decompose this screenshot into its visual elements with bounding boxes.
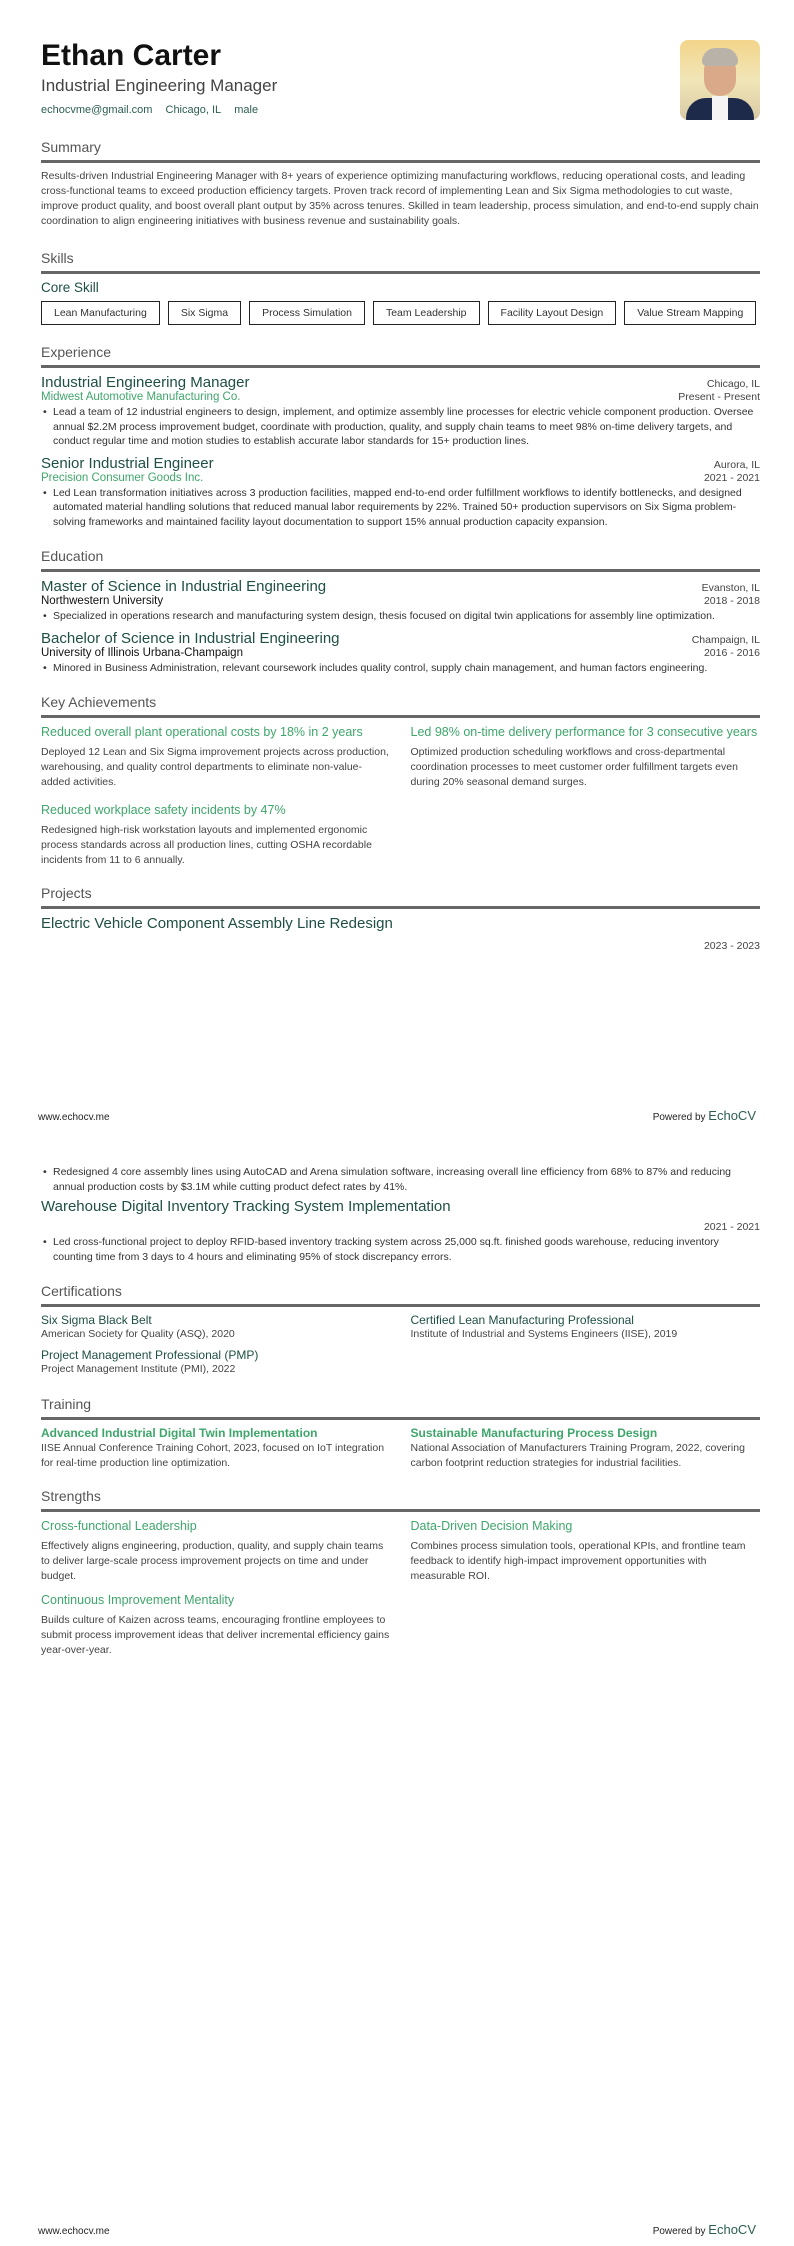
degree-title: Bachelor of Science in Industrial Engineering	[41, 629, 340, 647]
section-divider	[41, 569, 760, 572]
section-divider	[41, 365, 760, 368]
page-1-content	[0, 138, 794, 952]
candidate-name: Ethan Carter	[41, 39, 222, 72]
strength-desc: Builds culture of Kaizen across teams, encouraging frontline employees to submit process improvement ideas that deliver incremental efficiency gains year-over-year.	[41, 1614, 390, 1656]
training-title: Sustainable Manufacturing Process Design	[410, 1426, 658, 1440]
project-bullet: • Redesigned 4 core assembly lines using AutoCAD and Arena simulation software, increasing overall line efficiency from 68% to 87% and reducing annual production costs by $3.1M while cutting product defect rates by 41%.	[41, 1165, 760, 1194]
achievement-item	[41, 802, 391, 868]
gender-text: male	[234, 104, 259, 116]
training-desc: National Association of Manufacturers Training Program, 2022, covering carbon footprint reduction strategies for industrial facilities.	[410, 1442, 745, 1469]
experience-section	[41, 343, 760, 529]
strength-item	[41, 1592, 391, 1658]
strength-title: Continuous Improvement Mentality	[41, 1593, 235, 1607]
section-divider	[41, 1304, 760, 1307]
job-dates: Present - Present	[678, 391, 760, 403]
training-section	[41, 1395, 760, 1471]
project-bullet: • Led cross-functional project to deploy RFID-based inventory tracking system across 25,000 sq.ft. finished goods warehouse, reducing inventory counting time from 3 days to 4 hours and eliminating 95% of stock discrepancy errors.	[41, 1235, 760, 1264]
education-dates: 2018 - 2018	[703, 595, 760, 607]
job-title: Industrial Engineering Manager	[41, 374, 250, 391]
resume-header	[41, 38, 760, 128]
location-text: Chicago, IL	[165, 104, 222, 116]
company-name: Precision Consumer Goods Inc.	[41, 471, 204, 484]
candidate-title: Industrial Engineering Manager	[41, 76, 278, 95]
project-title: Warehouse Digital Inventory Tracking System Implementation	[41, 1198, 451, 1215]
job-bullet: • Led Lean transformation initiatives across 3 production facilities, mapped end-to-end order fulfillment workflows to identify bottlenecks, and designed automated material handling solutions that reduced manual labor requirements by 22%. Trained 50+ production supervisors on Six Sigma problem-solving frameworks and maintained facility layout documentation to support 15% annual production capacity expansion.	[41, 486, 760, 530]
cert-title: Six Sigma Black Belt	[41, 1313, 152, 1327]
achievement-desc: Redesigned high-risk workstation layouts and implemented ergonomic process standards across all production lines, cutting OSHA recordable incidents from 11 to 6 annually.	[41, 824, 372, 866]
email-link[interactable]: echocvme@gmail.com	[41, 104, 153, 116]
cert-title: Certified Lean Manufacturing Professional	[410, 1313, 634, 1327]
education-entry	[41, 630, 760, 676]
achievement-title: Reduced overall plant operational costs by 18% in 2 years	[41, 725, 363, 739]
education-dates: 2016 - 2016	[703, 646, 760, 659]
section-divider	[41, 715, 760, 718]
achievements-section	[41, 693, 760, 868]
company-name: Midwest Automotive Manufacturing Co.	[41, 391, 241, 403]
strength-title: Cross-functional Leadership	[41, 1519, 197, 1533]
powered-by: Powered by EchoCV	[652, 2222, 756, 2237]
education-bullet: • Minored in Business Administration, relevant coursework includes quality control, supply chain management, and human factors engineering.	[41, 661, 760, 676]
skill-chip: Facility Layout Design	[488, 301, 617, 325]
section-heading: Training	[41, 1396, 92, 1412]
school-location: Evanston, IL	[701, 582, 760, 594]
skill-group-title: Core Skill	[41, 280, 99, 295]
section-heading: Certifications	[41, 1283, 122, 1299]
certification-item	[41, 1313, 391, 1340]
section-heading: Experience	[41, 344, 112, 360]
skill-chip: Value Stream Mapping	[624, 301, 756, 325]
summary-text: Results-driven Industrial Engineering Manager with 8+ years of experience optimizing manufacturing workflows, reducing operational costs, and leading cross-functional teams to exceed production efficiency targets. Proven track record of implementing Lean and Six Sigma methodologies to cut waste, improve product quality, and boost overall plant output by 35% across tenures. Skilled in team leadership, process simulation, and end-to-end supply chain coordination to align engineering initiatives with business revenue and sustainability goals.	[41, 170, 759, 227]
training-item	[411, 1426, 761, 1471]
section-heading: Education	[41, 548, 104, 564]
job-bullet: • Lead a team of 12 industrial engineers to design, implement, and optimize assembly line processes for electric vehicle component production. Oversee annual $2.2M process improvement budget, coordinate with production, quality, and supply chain teams to meet 98% on-time delivery targets, and conduct regular time and motion studies to establish accurate labor standards for 15+ production lines.	[41, 405, 760, 449]
section-divider	[41, 271, 760, 274]
page-2-content	[0, 1163, 794, 1658]
section-divider	[41, 906, 760, 909]
section-heading: Skills	[41, 250, 74, 266]
school-name: University of Illinois Urbana-Champaign	[41, 646, 243, 659]
section-heading: Summary	[41, 139, 101, 155]
cert-issuer: American Society for Quality (ASQ), 2020	[41, 1328, 235, 1340]
job-title: Senior Industrial Engineer	[41, 454, 214, 472]
experience-entry	[41, 455, 760, 530]
achievement-desc: Deployed 12 Lean and Six Sigma improvement projects across production, warehousing, and quality control departments to eliminate non-value-added activities.	[41, 746, 389, 788]
job-location: Chicago, IL	[706, 378, 760, 390]
section-divider	[41, 1417, 760, 1420]
achievement-title: Reduced workplace safety incidents by 47%	[41, 803, 286, 817]
website-link[interactable]: www.echocv.me	[38, 1112, 110, 1123]
project-dates: 2023 - 2023	[703, 940, 760, 952]
training-item	[41, 1426, 391, 1471]
strengths-section	[41, 1487, 760, 1658]
job-location: Aurora, IL	[713, 458, 760, 471]
page-footer	[38, 1108, 756, 1123]
project-title: Electric Vehicle Component Assembly Line Redesign	[41, 915, 393, 932]
achievement-item	[41, 724, 391, 790]
achievement-item	[411, 724, 761, 790]
cert-issuer: Project Management Institute (PMI), 2022	[41, 1363, 236, 1375]
education-section	[41, 547, 760, 675]
section-heading: Key Achievements	[41, 694, 157, 710]
education-bullet: • Specialized in operations research and manufacturing system design, thesis focused on digital twin applications for assembly line optimization.	[41, 609, 760, 624]
powered-by: Powered by EchoCV	[652, 1108, 756, 1123]
skill-chips	[41, 301, 760, 325]
cert-issuer: Institute of Industrial and Systems Engineers (IISE), 2019	[410, 1328, 678, 1340]
training-desc: IISE Annual Conference Training Cohort, 2023, focused on IoT integration for real-time production line optimization.	[41, 1442, 385, 1469]
strength-item	[41, 1518, 391, 1584]
achievement-title: Led 98% on-time delivery performance for 3 consecutive years	[410, 725, 758, 739]
contact-info	[41, 104, 760, 116]
school-name: Northwestern University	[41, 595, 164, 607]
certification-item	[41, 1348, 391, 1375]
achievement-desc: Optimized production scheduling workflows and cross-departmental coordination processes to meet customer order fulfillment targets even during 20% seasonal demand surges.	[410, 746, 738, 788]
project-dates: 2021 - 2021	[703, 1221, 760, 1233]
school-location: Champaign, IL	[691, 633, 760, 646]
job-dates: 2021 - 2021	[703, 471, 760, 484]
summary-section	[41, 138, 760, 229]
skill-chip: Six Sigma	[168, 301, 241, 325]
strength-item	[411, 1518, 761, 1584]
experience-entry	[41, 374, 760, 449]
brand-logo: EchoCV	[708, 1108, 756, 1123]
degree-title: Master of Science in Industrial Engineering	[41, 578, 327, 595]
website-link[interactable]: www.echocv.me	[38, 2226, 110, 2237]
skill-chip: Team Leadership	[373, 301, 480, 325]
section-heading: Strengths	[41, 1488, 101, 1504]
projects-section	[41, 884, 760, 952]
cert-title: Project Management Professional (PMP)	[41, 1348, 259, 1362]
strength-desc: Effectively aligns engineering, production, quality, and supply chain teams to deliver large-scale process improvement projects on time and under budget.	[41, 1540, 384, 1582]
training-title: Advanced Industrial Digital Twin Implementation	[41, 1426, 318, 1440]
section-divider	[41, 160, 760, 163]
strength-title: Data-Driven Decision Making	[410, 1519, 573, 1533]
section-divider	[41, 1509, 760, 1512]
profile-photo	[680, 40, 760, 120]
education-entry	[41, 578, 760, 624]
skill-chip: Process Simulation	[249, 301, 365, 325]
certification-item	[411, 1313, 761, 1340]
certifications-section	[41, 1282, 760, 1375]
brand-logo: EchoCV	[708, 2222, 756, 2237]
project-entry	[41, 1198, 760, 1264]
section-heading: Projects	[41, 885, 92, 901]
strength-desc: Combines process simulation tools, operational KPIs, and frontline team feedback to identify high-impact improvement opportunities with measurable ROI.	[410, 1540, 746, 1582]
page-footer	[38, 2222, 756, 2237]
skill-chip: Lean Manufacturing	[41, 301, 160, 325]
skills-section	[41, 249, 760, 325]
